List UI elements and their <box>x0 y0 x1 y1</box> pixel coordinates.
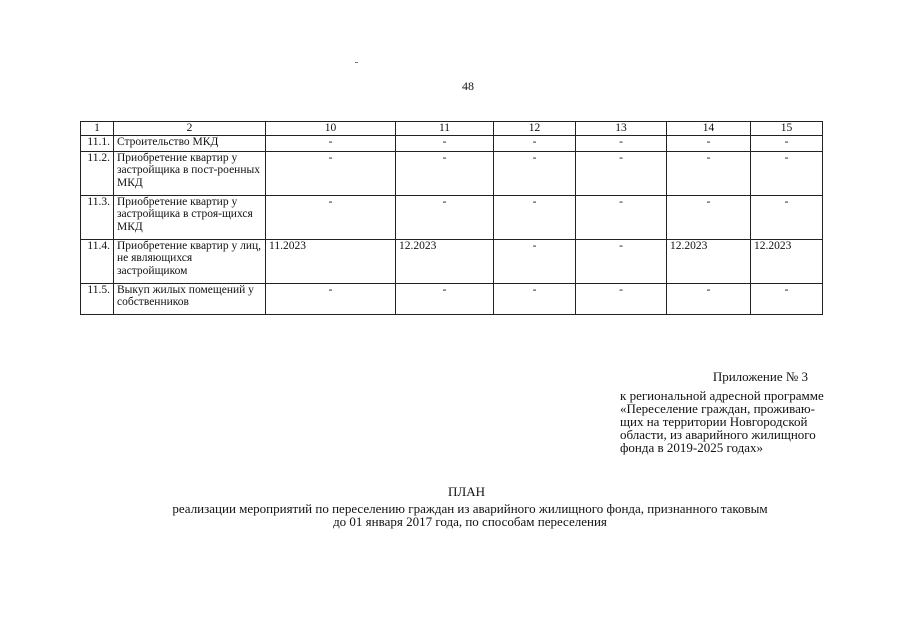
row-number: 11.3. <box>81 195 114 239</box>
cell: - <box>396 283 494 314</box>
cell: - <box>751 135 823 151</box>
plan-subtitle <box>140 502 800 528</box>
header-col-11: 11 <box>396 122 494 136</box>
row-name: Строительство МКД <box>114 135 266 151</box>
table-row <box>81 239 823 283</box>
header-col-1: 1 <box>81 122 114 136</box>
appendix-line: к региональной адресной программе <box>620 388 824 403</box>
header-col-13: 13 <box>576 122 667 136</box>
row-number: 11.5. <box>81 283 114 314</box>
cell: - <box>576 239 667 283</box>
cell: - <box>494 239 576 283</box>
header-col-14: 14 <box>667 122 751 136</box>
plan-title: ПЛАН <box>448 484 485 499</box>
header-col-10: 10 <box>266 122 396 136</box>
cell: - <box>576 195 667 239</box>
cell: - <box>266 135 396 151</box>
cell: - <box>396 151 494 195</box>
plan-subtitle-line: реализации мероприятий по переселению граждан из аварийного жилищного фонда, признанного таковым <box>172 501 768 516</box>
cell: - <box>667 283 751 314</box>
header-row <box>81 122 823 136</box>
appendix-line: щих на территории Новгородской <box>620 414 808 429</box>
cell: - <box>751 195 823 239</box>
cell: - <box>667 135 751 151</box>
scan-speck <box>355 62 358 63</box>
row-name: Приобретение квартир у лиц, не являющихся застройщиком <box>114 239 266 283</box>
row-name: Приобретение квартир у застройщика в пост-роенных МКД <box>114 151 266 195</box>
page-number: 48 <box>462 79 474 93</box>
header-col-15: 15 <box>751 122 823 136</box>
cell: - <box>576 151 667 195</box>
cell: 11.2023 <box>266 239 396 283</box>
table-row <box>81 151 823 195</box>
table-row <box>81 135 823 151</box>
row-name: Приобретение квартир у застройщика в строя-щихся МКД <box>114 195 266 239</box>
table-row <box>81 283 823 314</box>
cell: - <box>494 151 576 195</box>
cell: - <box>266 195 396 239</box>
row-name: Выкуп жилых помещений у собственников <box>114 283 266 314</box>
cell: - <box>576 135 667 151</box>
cell: - <box>751 151 823 195</box>
cell: 12.2023 <box>667 239 751 283</box>
cell: - <box>576 283 667 314</box>
appendix-title: Приложение № 3 <box>712 369 808 384</box>
cell: - <box>396 195 494 239</box>
row-number: 11.2. <box>81 151 114 195</box>
cell: - <box>667 195 751 239</box>
cell: - <box>266 151 396 195</box>
appendix-block <box>620 370 840 454</box>
row-number: 11.4. <box>81 239 114 283</box>
cell: - <box>751 283 823 314</box>
cell: - <box>494 283 576 314</box>
cell: - <box>667 151 751 195</box>
header-col-2: 2 <box>114 122 266 136</box>
cell: - <box>494 195 576 239</box>
cell: 12.2023 <box>751 239 823 283</box>
appendix-line: области, из аварийного жилищного <box>620 427 816 442</box>
table-row <box>81 195 823 239</box>
cell: - <box>266 283 396 314</box>
data-table <box>80 121 823 315</box>
appendix-line: «Переселение граждан, проживаю- <box>620 401 815 416</box>
appendix-line: фонда в 2019-2025 годах» <box>620 440 763 455</box>
row-number: 11.1. <box>81 135 114 151</box>
header-col-12: 12 <box>494 122 576 136</box>
plan-subtitle-line: до 01 января 2017 года, по способам переселения <box>333 514 607 529</box>
cell: - <box>494 135 576 151</box>
cell: 12.2023 <box>396 239 494 283</box>
cell: - <box>396 135 494 151</box>
